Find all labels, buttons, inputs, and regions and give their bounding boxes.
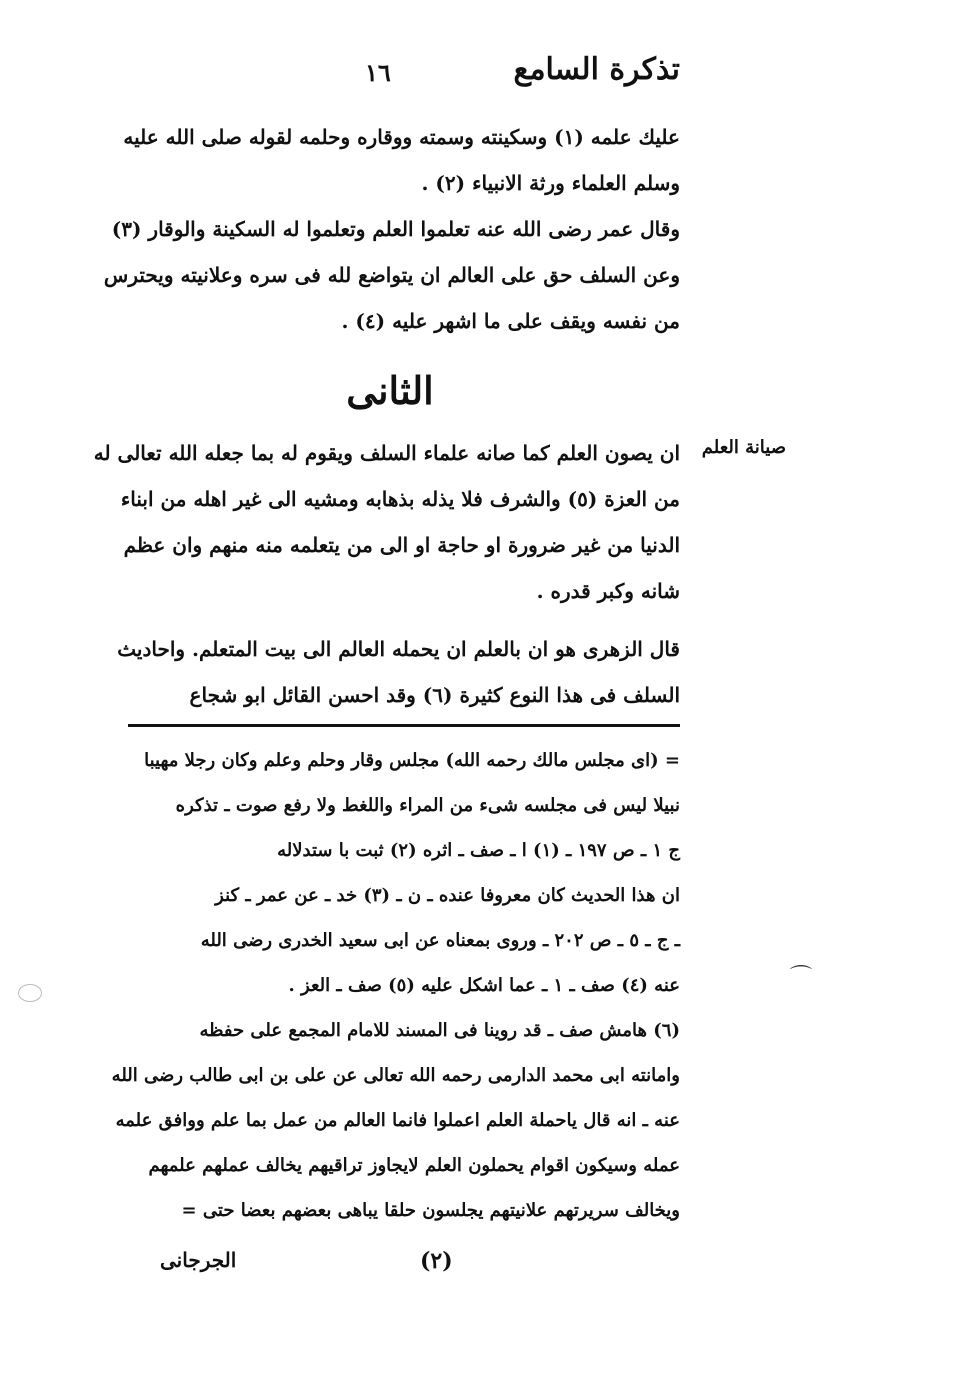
footnote-line: عنه (٤) صف ـ ١ ـ عما اشكل عليه (٥) صف ـ العز . [288, 975, 680, 996]
footnote-line: وامانته ابى محمد الدارمى رحمه الله تعالى عن على بن ابى طالب رضى الله [111, 1065, 680, 1086]
text-line: وسلم العلماء ورثة الانبياء (٢) . [421, 171, 680, 195]
text-line: وعن السلف حق على العالم ان يتواضع لله فى سره وعلانيته ويحترس [103, 263, 680, 287]
footnote-line: (٦) هامش صف ـ قد روينا فى المسند للامام المجمع على حفظه [199, 1020, 680, 1041]
signature-mark: (٢) [420, 1248, 453, 1274]
footnote-line: ج ١ ـ ص ١٩٧ ـ (١) ا ـ صف ـ اثره (٢) ثبت با ستدلاله [277, 840, 680, 861]
author-name: الجرجانى [160, 1248, 237, 1272]
page-number: ١٦ [365, 58, 391, 87]
text-line: ان يصون العلم كما صانه علماء السلف ويقوم له بما جعله الله تعالى له [93, 441, 680, 465]
footnote-divider [128, 724, 680, 727]
scan-smudge-icon [18, 984, 42, 1002]
footnote-line: ان هذا الحديث كان معروفا عنده ـ ن ـ (٣) خد ـ عن عمر ـ كنز [215, 885, 680, 906]
margin-note: صيانة العلم [701, 437, 786, 458]
page-header [130, 52, 680, 102]
footnote-line: = (اى مجلس مالك رحمه الله) مجلس وقار وحلم وعلم وكان رجلا مهيبا [144, 750, 680, 771]
footnotes-block [111, 738, 680, 1233]
paragraph-block-1 [103, 114, 680, 344]
text-line: السلف فى هذا النوع كثيرة (٦) وقد احسن القائل ابو شجاع [189, 683, 680, 707]
text-line: من العزة (٥) والشرف فلا يذله بذهابه ومشيه الى غير اهله من ابناء [120, 487, 680, 511]
text-line: وقال عمر رضى الله عنه تعلموا العلم وتعلموا له السكينة والوقار (٣) [111, 217, 680, 241]
margin-scratch-icon: ⌒ [790, 965, 813, 990]
page-footer [130, 1248, 680, 1288]
text-line: عليك علمه (١) وسكينته وسمته ووقاره وحلمه لقوله صلى الله عليه [123, 125, 680, 149]
text-line: من نفسه ويقف على ما اشهر عليه (٤) . [341, 309, 680, 333]
footnote-line: ويخالف سريرتهم علانيتهم يجلسون حلقا يباهى بعضهم بعضا حتى = [181, 1200, 680, 1221]
book-title: تذكرة السامع [513, 52, 680, 87]
paragraph-block-3 [117, 626, 680, 718]
paragraph-block-2 [93, 430, 680, 614]
text-line: قال الزهرى هو ان بالعلم ان يحمله العالم الى بيت المتعلم. واحاديث [117, 637, 680, 661]
text-line: شانه وكبر قدره . [536, 579, 680, 603]
footnote-line: نبيلا ليس فى مجلسه شىء من المراء واللغط ولا رفع صوت ـ تذكره [175, 795, 680, 816]
section-heading: الثانى [346, 368, 434, 413]
footnote-line: عمله وسيكون اقوام يحملون العلم لايجاوز تراقيهم يخالف عملهم علمهم [148, 1155, 680, 1176]
text-line: الدنيا من غير ضرورة او حاجة او الى من يتعلمه منه منهم وان عظم [123, 533, 680, 557]
footnote-line: عنه ـ انه قال ياحملة العلم اعملوا فانما العالم من عمل بما علم ووافق علمه [115, 1110, 680, 1131]
footnote-line: ـ ج ـ ٥ ـ ص ٢٠٢ ـ وروى بمعناه عن ابى سعيد الخدرى رضى الله [200, 930, 680, 951]
